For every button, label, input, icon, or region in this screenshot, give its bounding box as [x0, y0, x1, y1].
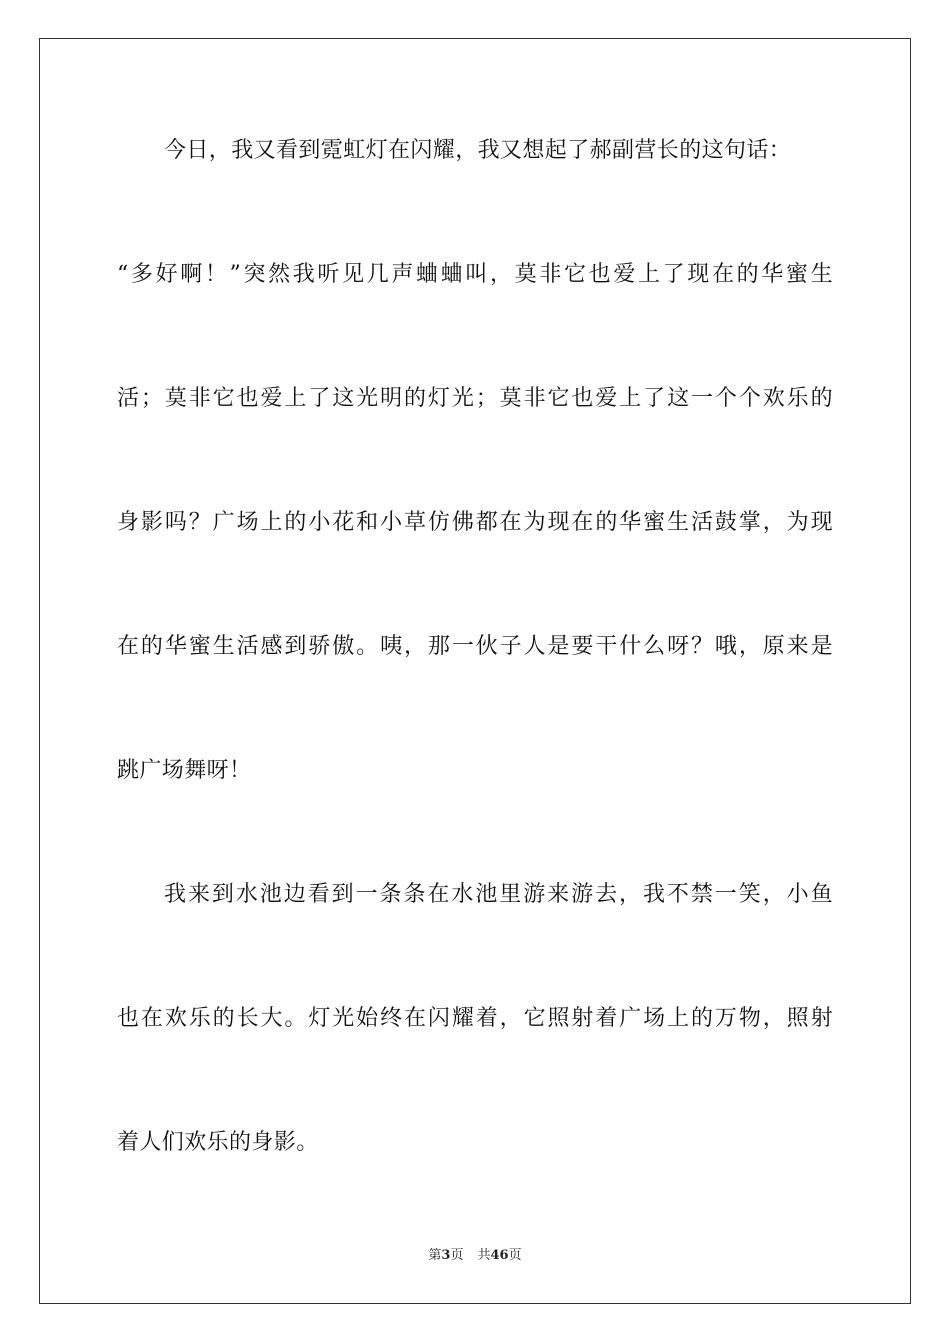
paragraph-2-line-1: 我来到水池边看到一条条在水池里游来游去，我不禁一笑，小鱼 — [164, 882, 833, 907]
paragraph-1-line-4: 身影吗？广场上的小花和小草仿佛都在为现在的华蜜生活鼓掌，为现 — [117, 510, 833, 535]
paragraph-2-line-3: 着人们欢乐的身影。 — [117, 1130, 319, 1155]
page-footer — [0, 1247, 950, 1265]
paragraph-1-line-1: 今日，我又看到霓虹灯在闪耀，我又想起了郝副营长的这句话： — [164, 138, 792, 163]
total-pages: 46 — [490, 1248, 509, 1263]
paragraph-2-line-2: 也在欢乐的长大。灯光始终在闪耀着，它照射着广场上的万物，照射 — [117, 1006, 833, 1031]
paragraph-1-line-2: “多好啊！”突然我听见几声蛐蛐叫，莫非它也爱上了现在的华蜜生 — [117, 262, 833, 287]
page-suffix: 页 — [450, 1248, 464, 1263]
paragraph-1-line-3: 活；莫非它也爱上了这光明的灯光；莫非它也爱上了这一个个欢乐的 — [117, 386, 833, 411]
page-prefix: 第 — [428, 1248, 442, 1263]
page-number: 3 — [441, 1248, 451, 1263]
total-suffix: 页 — [508, 1248, 522, 1263]
paragraph-1-line-6: 跳广场舞呀！ — [117, 758, 252, 783]
paragraph-1-line-5: 在的华蜜生活感到骄傲。咦，那一伙子人是要干什么呀？哦，原来是 — [117, 634, 833, 659]
page-border — [39, 38, 911, 1304]
total-prefix: 共 — [477, 1248, 491, 1263]
